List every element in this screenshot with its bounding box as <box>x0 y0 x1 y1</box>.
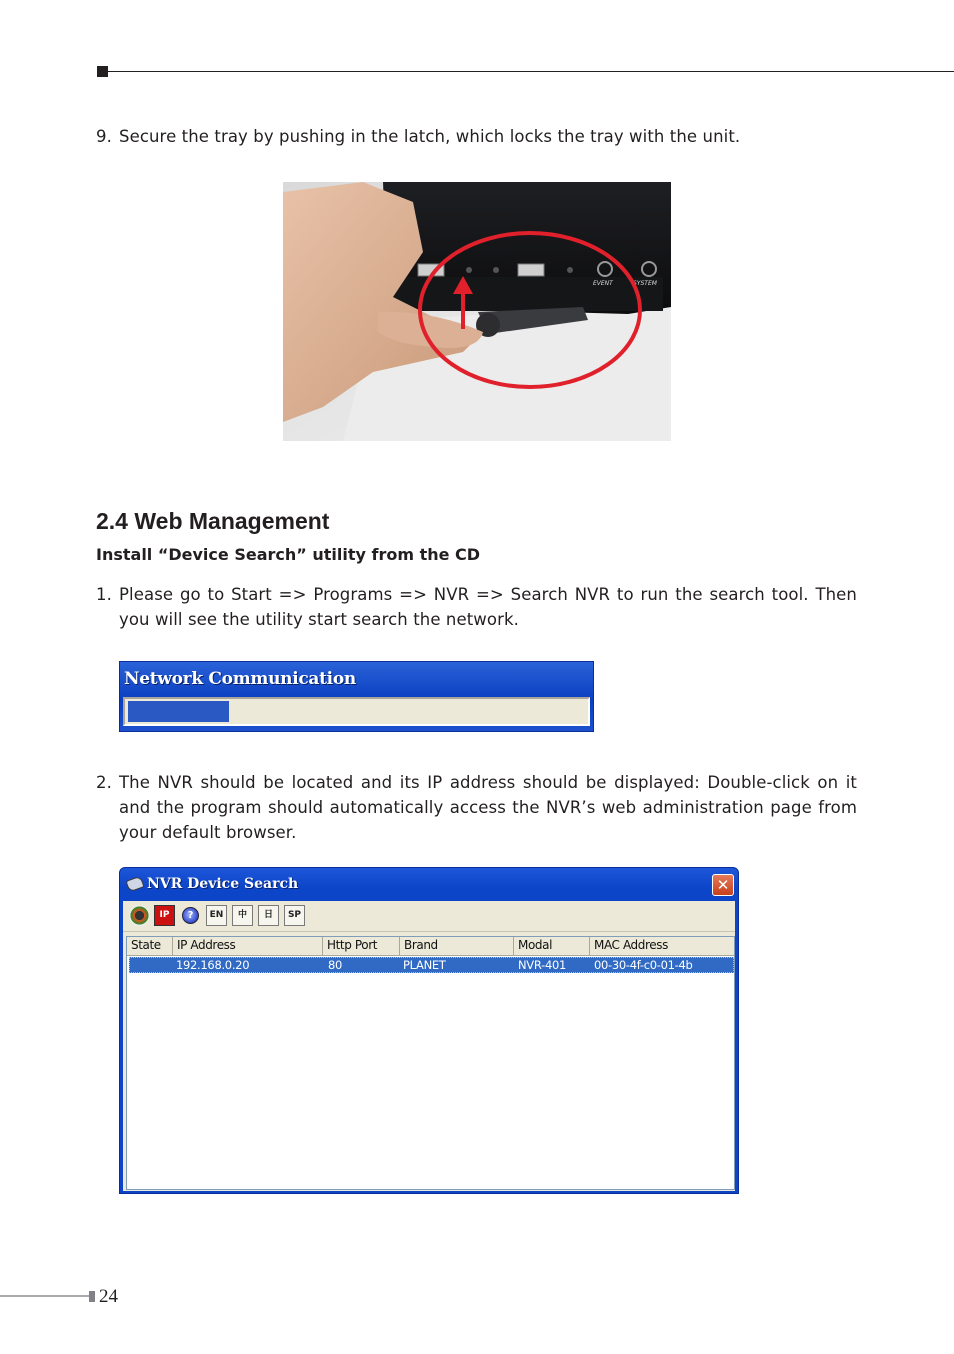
column-modal[interactable]: Modal <box>514 937 590 955</box>
app-icon <box>125 876 144 893</box>
english-button[interactable]: EN <box>206 905 227 926</box>
ip-button[interactable]: IP <box>154 905 175 926</box>
section-heading: 2.4 Web Management <box>96 508 330 534</box>
section-subheading: Install “Device Search” utility from the CD <box>96 545 481 564</box>
system-label: SYSTEM <box>633 280 657 287</box>
column-http-port[interactable]: Http Port <box>323 937 400 955</box>
close-icon: ✕ <box>716 876 730 894</box>
event-label: EVENT <box>593 280 613 287</box>
step-9-number: 9. <box>96 127 112 146</box>
chinese-button[interactable]: 中 <box>232 905 253 926</box>
column-mac-address[interactable]: MAC Address <box>594 938 668 952</box>
device-list[interactable] <box>126 936 735 1190</box>
footer-marker <box>89 1291 95 1302</box>
column-ip-address[interactable]: IP Address <box>173 937 323 955</box>
header-rule <box>108 71 954 72</box>
step-1-number: 1. <box>96 585 112 604</box>
page-number: 24 <box>99 1286 118 1307</box>
step-1-text: Please go to Start => Programs => NVR => Search NVR to run the search tool. Then you will see the utility start search the network. <box>119 585 857 629</box>
header-square-marker <box>97 66 108 77</box>
device-search-title: NVR Device Search <box>147 876 299 892</box>
cell-http-port: 80 <box>328 958 343 972</box>
network-progress-fill <box>128 701 229 722</box>
nvr-device-search-window <box>119 867 739 1194</box>
table-row[interactable] <box>129 957 734 973</box>
cell-brand: PLANET <box>403 958 446 972</box>
network-communication-window <box>119 661 594 732</box>
close-button[interactable] <box>712 874 734 896</box>
footer-rule <box>0 1295 89 1297</box>
help-icon[interactable]: ? <box>182 907 199 924</box>
japanese-button[interactable]: 日 <box>258 905 279 926</box>
column-brand[interactable]: Brand <box>400 937 514 955</box>
network-window-title: Network Communication <box>124 669 356 689</box>
tray-latch-photo <box>283 182 671 441</box>
network-progress-bar <box>123 697 590 726</box>
device-search-client <box>123 901 735 1191</box>
cell-mac-address: 00-30-4f-c0-01-4b <box>594 958 693 972</box>
cell-modal: NVR-401 <box>518 958 566 972</box>
tray-latch-illustration <box>283 182 671 441</box>
usb-port-2 <box>518 264 544 276</box>
toolbar <box>123 901 735 932</box>
spanish-button[interactable]: SP <box>284 905 305 926</box>
cell-ip-address: 192.168.0.20 <box>176 958 250 972</box>
list-header <box>127 937 734 956</box>
search-gear-icon[interactable] <box>129 905 150 926</box>
step-2-number: 2. <box>96 773 112 792</box>
device-search-titlebar[interactable] <box>120 868 738 901</box>
step-2-text: The NVR should be located and its IP address should be displayed: Double-click on it and the program should automatically access the NVR’s web administration page from your default browser. <box>119 773 857 842</box>
column-state[interactable]: State <box>127 937 173 955</box>
step-9-text: Secure the tray by pushing in the latch, which locks the tray with the unit. <box>119 127 741 146</box>
